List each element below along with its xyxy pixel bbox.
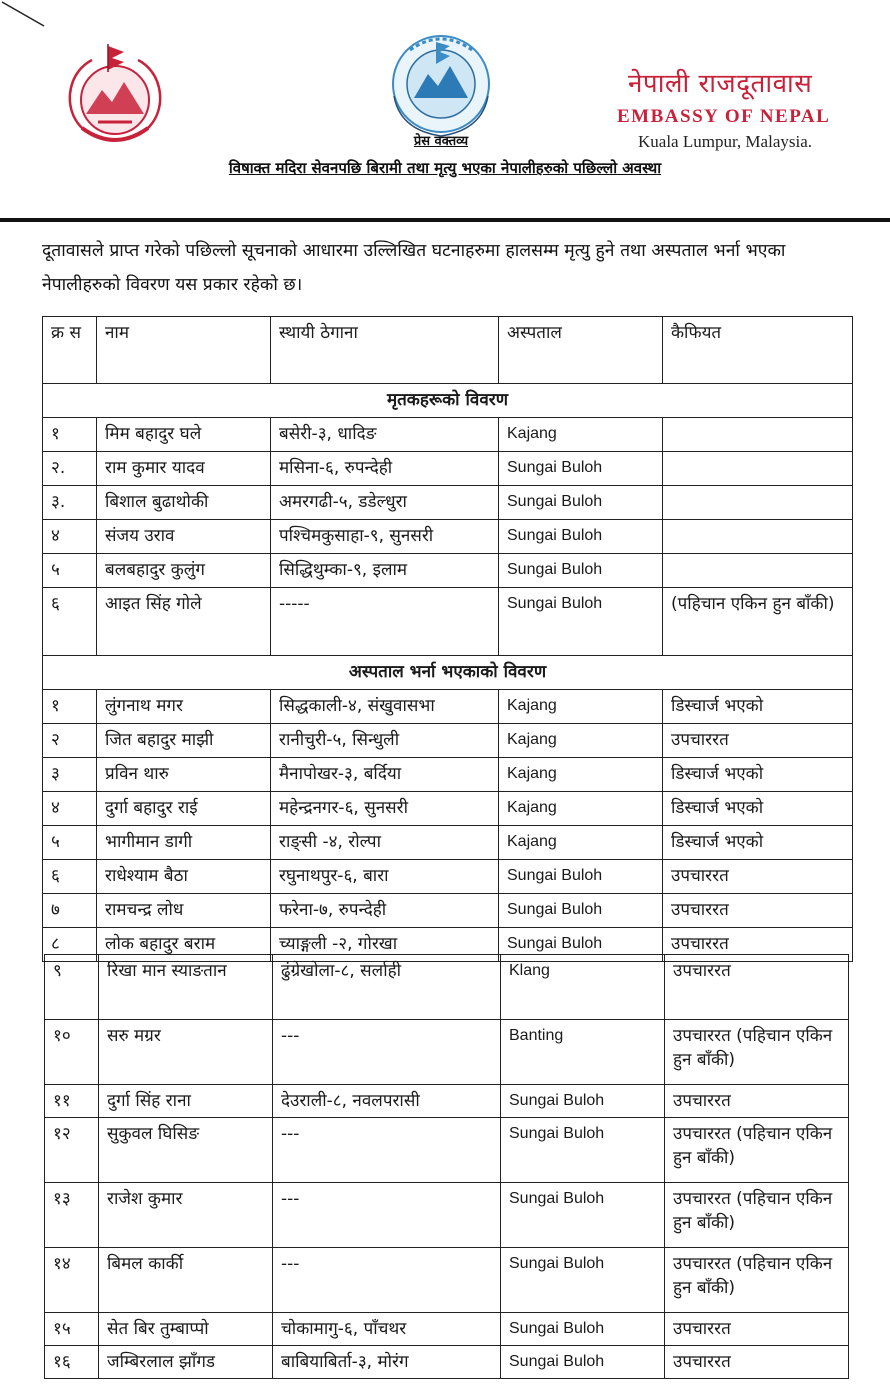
cell-address: मैनापोखर-३, बर्दिया xyxy=(271,758,499,792)
deceased-row xyxy=(43,520,853,554)
cell-hospital: Kajang xyxy=(499,418,663,452)
cell-name: संजय उराव xyxy=(97,520,271,554)
cell-remarks: उपचाररत xyxy=(665,1085,849,1118)
cell-sn: ४ xyxy=(43,792,97,826)
press-release-title: प्रेस वक्तव्य xyxy=(413,134,469,149)
deceased-row xyxy=(43,486,853,520)
cell-remarks: डिस्चार्ज भएको xyxy=(663,826,853,860)
cell-address: पश्चिमकुसाहा-९, सुनसरी xyxy=(271,520,499,554)
cell-hospital: Sungai Buloh xyxy=(501,1118,665,1183)
cell-address: च्याङ्गली -२, गोरखा xyxy=(271,928,499,962)
cell-name: राम कुमार यादव xyxy=(97,452,271,486)
cell-name: सेत बिर तुम्बाप्पो xyxy=(99,1313,273,1346)
cell-address: --- xyxy=(273,1118,501,1183)
cell-hospital: Sungai Buloh xyxy=(499,928,663,962)
cell-remarks: उपचाररत xyxy=(663,724,853,758)
cell-sn: ६ xyxy=(43,860,97,894)
cell-sn: २ xyxy=(43,724,97,758)
cell-hospital: Klang xyxy=(501,955,665,1020)
cell-sn: १२ xyxy=(45,1118,99,1183)
casualty-table-continued xyxy=(44,954,849,1379)
hospitalized-row xyxy=(45,1248,849,1313)
cell-sn: १० xyxy=(45,1020,99,1085)
cell-remarks xyxy=(663,418,853,452)
cell-sn: ३ xyxy=(43,758,97,792)
cell-hospital: Sungai Buloh xyxy=(499,452,663,486)
cell-hospital: Kajang xyxy=(499,690,663,724)
cell-hospital: Kajang xyxy=(499,792,663,826)
cell-name: रिखा मान स्याङतान xyxy=(99,955,273,1020)
cell-hospital: Banting xyxy=(501,1020,665,1085)
cell-hospital: Sungai Buloh xyxy=(501,1313,665,1346)
nepal-coat-of-arms-icon xyxy=(62,36,168,156)
cell-name: भागीमान डागी xyxy=(97,826,271,860)
deceased-heading: मृतकहरूको विवरण xyxy=(43,384,853,418)
cell-name: लोक बहादुर बराम xyxy=(97,928,271,962)
cell-hospital: Sungai Buloh xyxy=(501,1346,665,1379)
deceased-row xyxy=(43,588,853,656)
casualty-table xyxy=(42,316,853,962)
cell-sn: ४ xyxy=(43,520,97,554)
cell-remarks: उपचाररत (पहिचान एकिन हुन बाँकी) xyxy=(665,1183,849,1248)
subject-line: विषाक्त मदिरा सेवनपछि बिरामी तथा मृत्यु भएका नेपालीहरुको पछिल्लो अवस्था xyxy=(228,159,662,177)
cell-hospital: Sungai Buloh xyxy=(499,554,663,588)
cell-hospital: Kajang xyxy=(499,724,663,758)
cell-remarks: डिस्चार्ज भएको xyxy=(663,690,853,724)
deceased-row xyxy=(43,554,853,588)
intro-paragraph: दूतावासले प्राप्त गरेको पछिल्लो सूचनाको आधारमा उल्लिखित घटनाहरुमा हालसम्म मृत्यु हुने तथा अस्पताल भर्ना भएका नेपालीहरुको विवरण यस प्रकार रहेको छ। xyxy=(42,241,786,295)
col-header-hospital: अस्पताल xyxy=(499,317,663,384)
cell-sn: १३ xyxy=(45,1183,99,1248)
cell-name: दुर्गा सिंह राना xyxy=(99,1085,273,1118)
cell-name: बिमल कार्की xyxy=(99,1248,273,1313)
cell-name: सरु मग्रर xyxy=(99,1020,273,1085)
cell-remarks xyxy=(663,520,853,554)
cell-address: ----- xyxy=(271,588,499,656)
cell-sn: ९ xyxy=(45,955,99,1020)
embassy-name-english: EMBASSY OF NEPAL xyxy=(617,106,831,127)
corner-line-mark xyxy=(0,0,60,40)
cell-sn: ७ xyxy=(43,894,97,928)
cell-remarks: उपचाररत xyxy=(663,860,853,894)
cell-remarks: डिस्चार्ज भएको xyxy=(663,758,853,792)
cell-remarks: डिस्चार्ज भएको xyxy=(663,792,853,826)
cell-hospital: Kajang xyxy=(499,826,663,860)
cell-name: बिशाल बुढाथोकी xyxy=(97,486,271,520)
cell-remarks: उपचाररत (पहिचान एकिन हुन बाँकी) xyxy=(665,1248,849,1313)
cell-address: रानीचुरी-५, सिन्धुली xyxy=(271,724,499,758)
cell-remarks xyxy=(663,486,853,520)
cell-sn: ११ xyxy=(45,1085,99,1118)
cell-name: रामचन्द्र लोध xyxy=(97,894,271,928)
cell-hospital: Sungai Buloh xyxy=(499,588,663,656)
cell-name: लुंगनाथ मगर xyxy=(97,690,271,724)
cell-address: राङ्सी -४, रोल्पा xyxy=(271,826,499,860)
col-header-sn: क्र स xyxy=(43,317,97,384)
cell-hospital: Sungai Buloh xyxy=(499,486,663,520)
cell-sn: १ xyxy=(43,690,97,724)
embassy-name-nepali: नेपाली राजदूतावास xyxy=(628,69,813,99)
cell-address: अमरगढी-५, डडेल्धुरा xyxy=(271,486,499,520)
cell-hospital: Sungai Buloh xyxy=(501,1183,665,1248)
cell-remarks xyxy=(663,554,853,588)
hospitalized-row xyxy=(43,792,853,826)
cell-sn: ८ xyxy=(43,928,97,962)
hospitalized-row xyxy=(45,1346,849,1379)
cell-address: बसेरी-३, धादिङ xyxy=(271,418,499,452)
letterhead xyxy=(0,0,890,222)
hospitalized-heading: अस्पताल भर्ना भएकाको विवरण xyxy=(43,656,853,690)
cell-remarks: उपचाररत (पहिचान एकिन हुन बाँकी) xyxy=(665,1020,849,1085)
section-row-deceased xyxy=(43,384,853,418)
cell-sn: १४ xyxy=(45,1248,99,1313)
cell-remarks xyxy=(663,452,853,486)
deceased-row xyxy=(43,452,853,486)
hospitalized-row xyxy=(45,1313,849,1346)
hospitalized-row xyxy=(43,860,853,894)
col-header-remarks: कैफियत xyxy=(663,317,853,384)
hospitalized-row xyxy=(45,1020,849,1085)
cell-address: फरेना-७, रुपन्देही xyxy=(271,894,499,928)
cell-sn: ५ xyxy=(43,554,97,588)
cell-sn: १६ xyxy=(45,1346,99,1379)
cell-sn: १ xyxy=(43,418,97,452)
cell-name: मिम बहादुर घले xyxy=(97,418,271,452)
cell-name: जम्बिरलाल झाँगड xyxy=(99,1346,273,1379)
cell-hospital: Sungai Buloh xyxy=(499,860,663,894)
cell-name: बलबहादुर कुलुंग xyxy=(97,554,271,588)
crop-divider xyxy=(0,218,890,222)
cell-address: ढुंग्रेखोला-८, सर्लाही xyxy=(273,955,501,1020)
col-header-name: नाम xyxy=(97,317,271,384)
cell-sn: १५ xyxy=(45,1313,99,1346)
cell-address: चोकामागु-६, पाँचथर xyxy=(273,1313,501,1346)
cell-name: राधेश्याम बैठा xyxy=(97,860,271,894)
cell-hospital: Sungai Buloh xyxy=(501,1085,665,1118)
embassy-location: Kuala Lumpur, Malaysia. xyxy=(638,132,812,151)
cell-address: मसिना-६, रुपन्देही xyxy=(271,452,499,486)
cell-sn: ५ xyxy=(43,826,97,860)
hospitalized-row xyxy=(45,955,849,1020)
hospitalized-row xyxy=(45,1118,849,1183)
cell-address: रघुनाथपुर-६, बारा xyxy=(271,860,499,894)
cell-remarks: उपचाररत (पहिचान एकिन हुन बाँकी) xyxy=(665,1118,849,1183)
hospitalized-row xyxy=(45,1085,849,1118)
cell-sn: ६ xyxy=(43,588,97,656)
cell-address: देउराली-८, नवलपरासी xyxy=(273,1085,501,1118)
cell-remarks: उपचाररत xyxy=(665,1346,849,1379)
cell-remarks: उपचाररत xyxy=(665,1313,849,1346)
cell-remarks: (पहिचान एकिन हुन बाँकी) xyxy=(663,588,853,656)
cell-sn: ३. xyxy=(43,486,97,520)
cell-address: --- xyxy=(273,1020,501,1085)
cell-remarks: उपचाररत xyxy=(665,955,849,1020)
col-header-address: स्थायी ठेगाना xyxy=(271,317,499,384)
cell-address: --- xyxy=(273,1183,501,1248)
hospitalized-row xyxy=(43,724,853,758)
cell-sn: २. xyxy=(43,452,97,486)
hospitalized-row xyxy=(43,894,853,928)
cell-hospital: Kajang xyxy=(499,758,663,792)
cell-hospital: Sungai Buloh xyxy=(499,520,663,554)
cell-hospital: Sungai Buloh xyxy=(499,894,663,928)
cell-name: सुकुवल घिसिङ xyxy=(99,1118,273,1183)
hospitalized-row xyxy=(45,1183,849,1248)
hospitalized-row xyxy=(43,758,853,792)
hospitalized-row xyxy=(43,826,853,860)
cell-name: आइत सिंह गोले xyxy=(97,588,271,656)
section-row-hospitalized xyxy=(43,656,853,690)
cell-remarks: उपचाररत xyxy=(663,928,853,962)
cell-name: प्रविन थारु xyxy=(97,758,271,792)
cell-remarks: उपचाररत xyxy=(663,894,853,928)
cell-hospital: Sungai Buloh xyxy=(501,1248,665,1313)
cell-address: सिद्धकाली-४, संखुवासभा xyxy=(271,690,499,724)
cell-address: --- xyxy=(273,1248,501,1313)
cell-name: राजेश कुमार xyxy=(99,1183,273,1248)
cell-name: जित बहादुर माझी xyxy=(97,724,271,758)
embassy-seal-icon xyxy=(380,26,502,146)
cell-address: महेन्द्रनगर-६, सुनसरी xyxy=(271,792,499,826)
cell-address: सिद्धिथुम्का-९, इलाम xyxy=(271,554,499,588)
cell-name: दुर्गा बहादुर राई xyxy=(97,792,271,826)
table-header-row xyxy=(43,317,853,384)
cell-address: बाबियाबिर्ता-३, मोरंग xyxy=(273,1346,501,1379)
hospitalized-row xyxy=(43,690,853,724)
deceased-row xyxy=(43,418,853,452)
